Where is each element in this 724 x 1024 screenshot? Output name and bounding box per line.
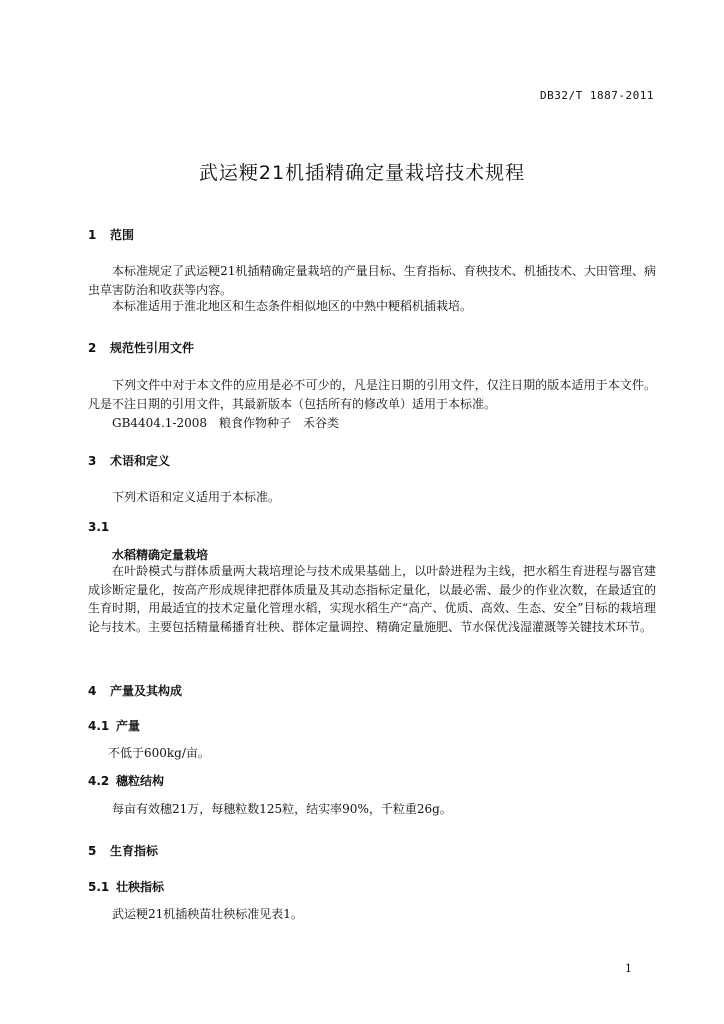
subsection-title: 产量 bbox=[116, 719, 141, 733]
section-title: 术语和定义 bbox=[110, 454, 171, 468]
section-3-paragraph-1: 下列术语和定义适用于本标准。 bbox=[112, 490, 281, 504]
subsection-4-1-heading bbox=[88, 717, 140, 734]
term-name: 水稻精确定量栽培 bbox=[112, 548, 209, 562]
subsection-title: 穗粒结构 bbox=[116, 774, 165, 788]
normative-reference: GB4404.1-2008 粮食作物种子 禾谷类 bbox=[112, 416, 339, 430]
subsection-4-2-heading bbox=[88, 772, 164, 789]
document-title: 武运粳21机插精确定量栽培技术规程 bbox=[198, 162, 526, 184]
subsection-3-1-number: 3.1 bbox=[88, 520, 110, 534]
subsection-4-2-text: 每亩有效穗21万，每穗粒数125粒，结实率90%，千粒重26g。 bbox=[112, 802, 452, 816]
section-1-heading bbox=[88, 226, 134, 243]
section-5-heading bbox=[88, 842, 158, 859]
section-2-paragraph-1: 下列文件中对于本文件的应用是必不可少的，凡是注日期的引用文件，仅注日期的版本适用于本文件。凡是不注日期的引用文件，其最新版本（包括所有的修改单）适用于本标准。 bbox=[88, 378, 656, 411]
subsection-number: 5.1 bbox=[88, 880, 110, 894]
section-3-heading bbox=[88, 452, 170, 469]
section-number: 5 bbox=[88, 844, 97, 858]
document-code: DB32/T 1887-2011 bbox=[540, 89, 654, 102]
page-number: 1 bbox=[625, 962, 632, 975]
section-2-heading bbox=[88, 339, 194, 356]
section-4-heading bbox=[88, 682, 182, 699]
section-title: 范围 bbox=[110, 228, 135, 242]
term-definition: 在叶龄模式与群体质量两大栽培理论与技术成果基础上，以叶龄进程为主线，把水稻生育进程与器官建成诊断定量化，按高产形成规律把群体质量及其动态指标定量化，以最必需、最少的作业次数，在最适宜的生育时期，用最适宜的技术定量化管理水稻，实现水稻生产“高产、优质、高效、生态、安全”目标的栽培理论与技术。主要包括精量稀播育壮秧、群体定量调控、精确定量施肥、节水保优浅湿灌溉等关键技术环节。 bbox=[88, 564, 656, 634]
subsection-number: 4.2 bbox=[88, 774, 110, 788]
subsection-4-1-text: 不低于600kg/亩。 bbox=[108, 746, 210, 760]
section-1-paragraph-2: 本标准适用于淮北地区和生态条件相似地区的中熟中粳稻机插栽培。 bbox=[112, 299, 473, 313]
section-number: 1 bbox=[88, 228, 97, 242]
section-number: 2 bbox=[88, 341, 97, 355]
section-number: 3 bbox=[88, 454, 97, 468]
subsection-number: 4.1 bbox=[88, 719, 110, 733]
section-number: 4 bbox=[88, 684, 97, 698]
subsection-5-1-text: 武运粳21机插秧苗壮秧标准见表1。 bbox=[112, 907, 303, 921]
subsection-5-1-heading bbox=[88, 878, 164, 895]
section-title: 产量及其构成 bbox=[110, 684, 183, 698]
section-title: 生育指标 bbox=[110, 844, 159, 858]
section-1-paragraph-1: 本标准规定了武运粳21机插精确定量栽培的产量目标、生育指标、育秧技术、机插技术、大田管理、病虫草害防治和收获等内容。 bbox=[88, 264, 656, 297]
section-title: 规范性引用文件 bbox=[110, 341, 195, 355]
subsection-title: 壮秧指标 bbox=[116, 880, 165, 894]
